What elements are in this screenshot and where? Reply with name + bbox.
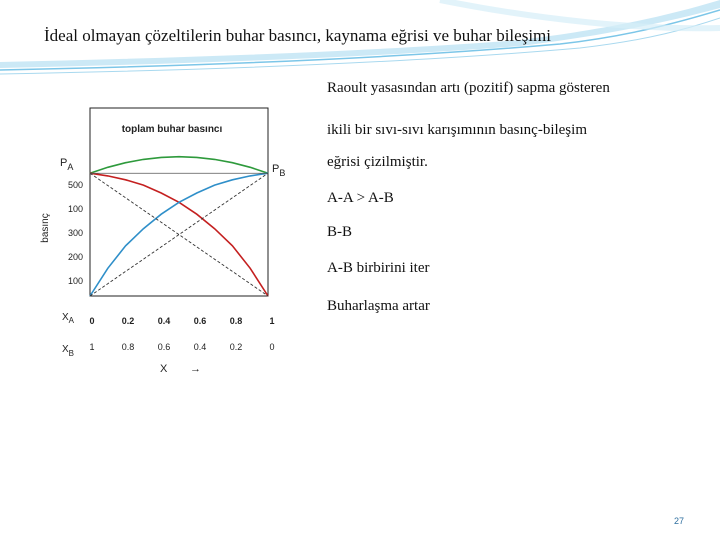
xa-tick-labels [89,316,274,326]
x-tick-label: 0.6 [193,316,207,326]
slide-title: İdeal olmayan çözeltilerin buhar basıncı, kaynama eğrisi ve buhar bileşimi [44,26,551,45]
pb-label: $P_B$ [272,163,286,178]
xa-axis-label: $X_A$ [62,312,75,325]
x-tick-label: 0.2 [121,316,135,326]
xb-axis-label: $X_B$ [62,344,75,358]
series-line-0 [90,157,268,174]
x-tick-label: 0.8 [121,342,135,352]
bullet-text: A-B birbirini iter [327,260,430,276]
x-tick-label: 0.6 [157,342,171,352]
x-arrow-label: → [190,363,201,375]
pressure-composition-chart [22,98,314,378]
bullet-text: B-B [327,224,353,240]
x-tick-label: 0.8 [229,316,243,326]
page-number: 27 [674,516,685,526]
x-tick-label: 0.2 [229,342,243,352]
bullet-text: eğrisi çizilmiştir. [327,154,428,170]
chart-title: toplam buhar basıncı [121,124,223,135]
x-tick-label: 0 [89,316,95,326]
x-tick-label: 1 [89,342,95,352]
x-tick-label: 0.4 [193,342,207,352]
bullet-text: ikili bir sıvı-sıvı karışımının basınç-bileşim [327,122,587,138]
x-axis-label: X [160,363,168,375]
y-tick-labels [68,180,83,286]
xb-tick-labels [89,342,274,352]
x-tick-label: 1 [269,316,275,326]
x-tick-label: 0.4 [157,316,171,326]
pa-label: $P_A$ [60,157,74,172]
series-lines [90,157,268,296]
bullet-text: A-A > A-B [327,190,394,206]
x-tick-label: 0 [269,342,275,352]
y-tick-label: 500 [68,180,84,190]
bullet-text: Buharlaşma artar [327,298,430,314]
y-tick-label: 100 [68,276,84,286]
y-tick-label: 100 [68,204,84,214]
y-tick-label: 200 [68,252,84,262]
bullet-text: Raoult yasasından artı (pozitif) sapma gösteren [327,80,610,96]
y-axis-label: basınç [40,213,51,243]
y-tick-label: 300 [68,228,84,238]
